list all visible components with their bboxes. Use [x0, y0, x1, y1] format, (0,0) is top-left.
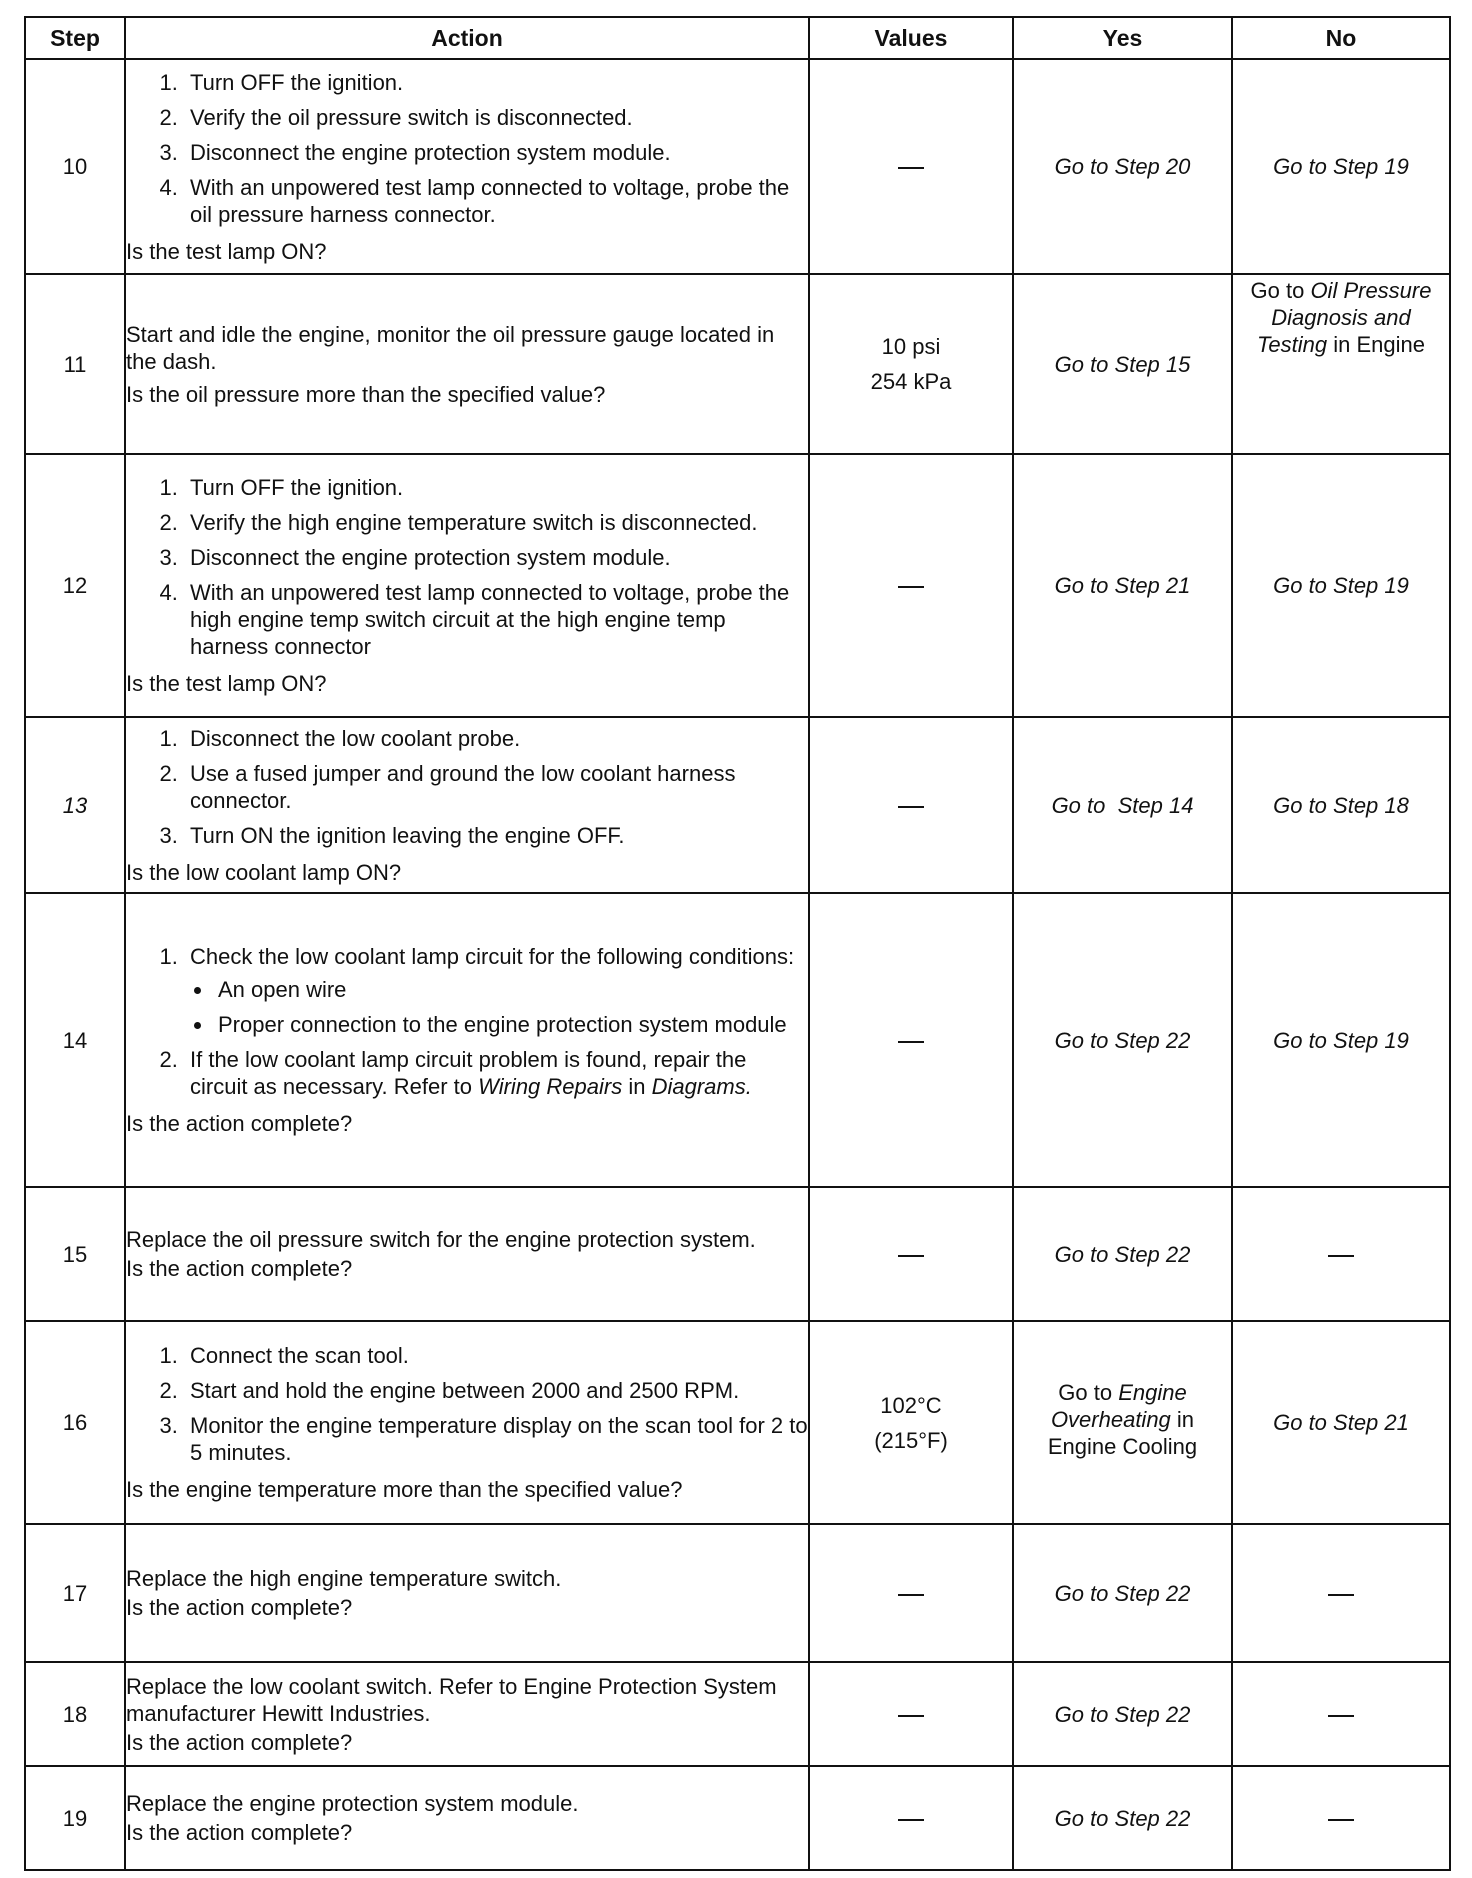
yes-suffix: in Engine Cooling [1047, 1407, 1198, 1459]
action-step: 3. Turn ON the ignition leaving the engine OFF. [184, 822, 808, 849]
no-cell [1232, 1524, 1450, 1662]
empty-dash [898, 586, 924, 588]
empty-dash [898, 1819, 924, 1821]
action-cell [125, 1662, 809, 1766]
action-cell [125, 1766, 809, 1870]
action-step: 3. Monitor the engine temperature display on the scan tool for 2 to 5 minutes. [184, 1412, 808, 1466]
action-cell [125, 274, 809, 454]
step-number: 18 [25, 1662, 125, 1766]
no-cell [1232, 274, 1450, 454]
action-step: 2. Verify the high engine temperature switch is disconnected. [184, 509, 808, 536]
yes-cell: Go to Step 14 [1013, 717, 1232, 893]
action-cell [125, 893, 809, 1187]
table-row [25, 1766, 1450, 1870]
no-cell [1232, 1766, 1450, 1870]
action-cell [125, 717, 809, 893]
action-question: Is the test lamp ON? [126, 238, 327, 264]
values-cell [809, 717, 1013, 893]
action-question: Is the test lamp ON? [126, 671, 327, 696]
diagnostic-table [24, 16, 1451, 1871]
condition-item: • Proper connection to the engine protection system module [214, 1011, 808, 1038]
header-yes: Yes [1013, 17, 1232, 59]
action-question: Is the action complete? [126, 1729, 353, 1755]
table-row [25, 274, 1450, 454]
no-prefix: Go to [1250, 278, 1311, 303]
yes-prefix: Go to [1058, 1380, 1119, 1405]
yes-cell: Go to Step 22 [1013, 1766, 1232, 1870]
empty-dash [1328, 1594, 1354, 1596]
step-number: 11 [25, 274, 125, 454]
step-number: 12 [25, 454, 125, 717]
empty-dash [898, 1594, 924, 1596]
action-step: 1. Turn OFF the ignition. [184, 69, 808, 96]
action-step: 3. Disconnect the engine protection system module. [184, 139, 808, 166]
action-step-text: If the low coolant lamp circuit problem is found, repair the circuit as necessary. Refer to [190, 1047, 747, 1099]
no-cell [1232, 1662, 1450, 1766]
action-cell [125, 454, 809, 717]
action-step: 2. Use a fused jumper and ground the low coolant harness connector. [184, 760, 808, 814]
action-step-text: in [622, 1074, 652, 1099]
table-row [25, 1524, 1450, 1662]
action-steps [126, 725, 808, 857]
no-cell [1232, 1187, 1450, 1321]
no-cell: Go to Step 21 [1232, 1321, 1450, 1524]
action-steps [126, 69, 808, 236]
action-step: 3. Disconnect the engine protection system module. [184, 544, 808, 571]
value-primary: 10 psi [881, 334, 941, 359]
empty-dash [1328, 1255, 1354, 1257]
values-cell [809, 1187, 1013, 1321]
empty-dash [898, 1041, 924, 1043]
table-row [25, 717, 1450, 893]
values-cell [809, 1662, 1013, 1766]
step-number: 17 [25, 1524, 125, 1662]
action-cell [125, 1524, 809, 1662]
empty-dash [898, 806, 924, 808]
action-step: 4. With an unpowered test lamp connected to voltage, probe the high engine temp switch circuit at the high engine temp harness connector [184, 579, 808, 660]
step-number: 15 [25, 1187, 125, 1321]
diagrams-link[interactable]: Diagrams. [651, 1074, 752, 1099]
step-number: 19 [25, 1766, 125, 1870]
yes-cell: Go to Step 21 [1013, 454, 1232, 717]
action-question: Is the action complete? [126, 1111, 353, 1136]
action-question: Is the action complete? [126, 1595, 353, 1620]
action-question: Is the oil pressure more than the specified value? [126, 381, 606, 407]
no-cell: Go to Step 19 [1232, 893, 1450, 1187]
action-question: Is the engine temperature more than the specified value? [126, 1477, 683, 1502]
yes-cell [1013, 1321, 1232, 1524]
action-step [184, 1046, 808, 1100]
action-step: 1. Disconnect the low coolant probe. [184, 725, 808, 752]
wiring-repairs-link[interactable]: Wiring Repairs [478, 1074, 623, 1099]
action-step-text: Check the low coolant lamp circuit for the following conditions: [190, 944, 795, 969]
values-cell [809, 59, 1013, 274]
header-values: Values [809, 17, 1013, 59]
empty-dash [1328, 1715, 1354, 1717]
values-cell [809, 1321, 1013, 1524]
value-secondary: 254 kPa [870, 369, 952, 394]
no-cell: Go to Step 19 [1232, 59, 1450, 274]
values-cell [809, 274, 1013, 454]
empty-dash [898, 167, 924, 169]
action-step [184, 943, 808, 1038]
action-text: Replace the engine protection system module. [126, 1791, 579, 1816]
table-row [25, 893, 1450, 1187]
table-row [25, 1187, 1450, 1321]
yes-cell: Go to Step 22 [1013, 1662, 1232, 1766]
no-suffix: in Engine [1327, 332, 1425, 357]
action-step: 2. Verify the oil pressure switch is disconnected. [184, 104, 808, 131]
empty-dash [898, 1255, 924, 1257]
value-secondary: (215°F) [874, 1427, 948, 1453]
action-text: Replace the low coolant switch. Refer to Engine Protection System manufacturer Hewitt Industries. [126, 1673, 777, 1726]
action-cell [125, 1187, 809, 1321]
action-step: 4. With an unpowered test lamp connected to voltage, probe the oil pressure harness connector. [184, 174, 808, 228]
action-step: 1. Turn OFF the ignition. [184, 474, 808, 501]
action-cell [125, 59, 809, 274]
yes-cell: Go to Step 22 [1013, 893, 1232, 1187]
step-number: 16 [25, 1321, 125, 1524]
table-row [25, 59, 1450, 274]
step-number: 13 [25, 717, 125, 893]
table-row [25, 1662, 1450, 1766]
empty-dash [898, 1715, 924, 1717]
action-text: Start and idle the engine, monitor the oil pressure gauge located in the dash. [126, 321, 775, 374]
values-cell [809, 454, 1013, 717]
no-reference-link[interactable]: Oil Pressure Diagnosis and Testing [1257, 278, 1432, 357]
yes-cell: Go to Step 22 [1013, 1524, 1232, 1662]
table-header-row [25, 17, 1450, 59]
condition-list [190, 976, 808, 1038]
empty-dash [1328, 1819, 1354, 1821]
step-number: 14 [25, 893, 125, 1187]
values-cell [809, 1766, 1013, 1870]
no-cell: Go to Step 19 [1232, 454, 1450, 717]
action-step: 1. Connect the scan tool. [184, 1342, 808, 1369]
table-row [25, 1321, 1450, 1524]
yes-reference-link[interactable]: Engine Overheating [1050, 1380, 1187, 1432]
action-text: Replace the oil pressure switch for the engine protection system. [126, 1227, 756, 1252]
yes-cell: Go to Step 22 [1013, 1187, 1232, 1321]
action-steps [126, 1342, 808, 1474]
values-cell [809, 1524, 1013, 1662]
yes-cell: Go to Step 15 [1013, 274, 1232, 454]
header-step: Step [25, 17, 125, 59]
table-row [25, 454, 1450, 717]
action-question: Is the low coolant lamp ON? [126, 859, 402, 885]
action-question: Is the action complete? [126, 1820, 353, 1845]
header-no: No [1232, 17, 1450, 59]
action-step: 2. Start and hold the engine between 2000 and 2500 RPM. [184, 1377, 808, 1404]
action-question: Is the action complete? [126, 1256, 353, 1281]
no-cell: Go to Step 18 [1232, 717, 1450, 893]
action-text: Replace the high engine temperature switch. [126, 1566, 562, 1591]
action-cell [125, 1321, 809, 1524]
yes-cell: Go to Step 20 [1013, 59, 1232, 274]
header-action: Action [125, 17, 809, 59]
action-steps [126, 943, 808, 1108]
condition-item: • An open wire [214, 976, 808, 1003]
action-steps [126, 474, 808, 668]
values-cell [809, 893, 1013, 1187]
value-primary: 102°C [880, 1392, 942, 1418]
step-number: 10 [25, 59, 125, 274]
